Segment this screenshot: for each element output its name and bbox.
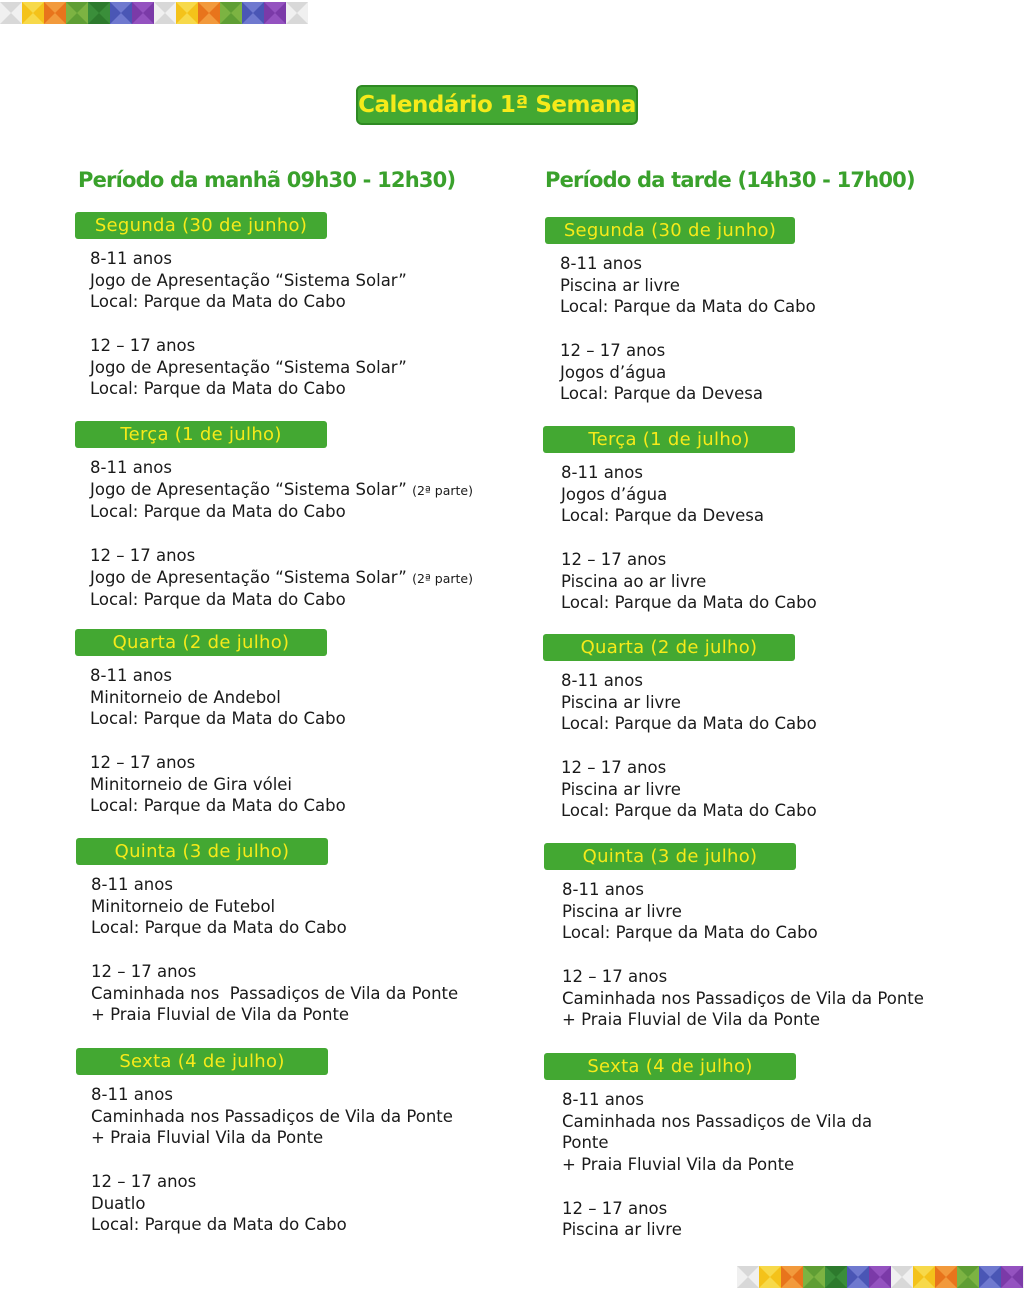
pattern-tile <box>891 1266 913 1288</box>
pattern-tile <box>44 2 66 24</box>
activity-text: Minitorneio de Gira vólei <box>90 774 293 794</box>
age-group-8-11 <box>561 462 817 527</box>
age-group-12-17 <box>561 549 817 614</box>
age-group-12-17 <box>562 1198 872 1241</box>
location-text: Local: Parque da Mata do Cabo <box>91 918 347 938</box>
day-badge: Terça (1 de julho) <box>543 426 795 453</box>
age-label: 12 – 17 anos <box>562 1198 668 1218</box>
day-badge: Terça (1 de julho) <box>75 421 327 448</box>
pattern-tile <box>913 1266 935 1288</box>
age-group-12-17 <box>562 966 924 1031</box>
morning-day-thursday <box>76 838 458 1026</box>
activity-text: Caminhada nos Passadiços de Vila da Ponte <box>91 1106 453 1126</box>
location-text: Local: Parque da Devesa <box>561 506 765 526</box>
afternoon-day-tuesday <box>543 426 817 614</box>
afternoon-day-friday <box>544 1053 872 1241</box>
age-group-8-11 <box>90 248 407 313</box>
age-group-12-17 <box>90 335 407 400</box>
activity-text: Duatlo <box>91 1193 146 1213</box>
pattern-tile <box>66 2 88 24</box>
location-text: Local: Parque da Mata do Cabo <box>90 292 346 312</box>
age-group-8-11 <box>91 1084 453 1149</box>
activity-text: Minitorneio de Andebol <box>90 687 281 707</box>
age-label: 12 – 17 anos <box>91 961 197 981</box>
location-text: Local: Parque da Mata do Cabo <box>560 297 816 317</box>
age-label: 12 – 17 anos <box>90 752 196 772</box>
age-label: 12 – 17 anos <box>561 757 667 777</box>
age-group-12-17 <box>560 340 816 405</box>
morning-day-monday <box>75 212 407 400</box>
age-group-8-11 <box>560 253 816 318</box>
age-group-8-11 <box>90 665 346 730</box>
pattern-tile <box>1001 1266 1023 1288</box>
pattern-tile <box>935 1266 957 1288</box>
pattern-tile <box>22 2 44 24</box>
location-text: + Praia Fluvial de Vila da Ponte <box>562 1010 821 1030</box>
pattern-tile <box>110 2 132 24</box>
activity-text: Jogo de Apresentação “Sistema Solar” <box>90 479 407 499</box>
activity-text: Piscina ar livre <box>560 275 680 295</box>
pattern-tile <box>847 1266 869 1288</box>
location-text: Local: Parque da Mata do Cabo <box>561 593 817 613</box>
age-label: 12 – 17 anos <box>91 1171 197 1191</box>
pattern-tile <box>198 2 220 24</box>
age-label: 8-11 anos <box>91 875 173 894</box>
age-label: 8-11 anos <box>562 1090 644 1109</box>
pattern-tile <box>132 2 154 24</box>
location-text: + Praia Fluvial Vila da Ponte <box>91 1128 324 1148</box>
day-badge: Quinta (3 de julho) <box>544 843 796 870</box>
age-group-8-11 <box>562 879 924 944</box>
activity-text: Jogo de Apresentação “Sistema Solar” <box>90 567 407 587</box>
age-label: 8-11 anos <box>91 1085 173 1104</box>
pattern-tile <box>286 2 308 24</box>
decorative-pattern-strip-top <box>0 2 308 24</box>
morning-day-wednesday <box>75 629 346 817</box>
activity-text: Caminhada nos Passadiços de Vila da Ponte <box>91 983 459 1003</box>
age-group-12-17 <box>91 1171 453 1236</box>
activity-text: Piscina ar livre <box>562 901 682 921</box>
day-badge: Sexta (4 de julho) <box>76 1048 328 1075</box>
age-group-8-11 <box>562 1089 872 1176</box>
location-text: Local: Parque da Mata do Cabo <box>90 502 346 522</box>
location-text: Local: Parque da Mata do Cabo <box>90 796 346 816</box>
pattern-tile <box>825 1266 847 1288</box>
pattern-tile <box>979 1266 1001 1288</box>
activity-text: Piscina ar livre <box>562 1220 682 1240</box>
pattern-tile <box>737 1266 759 1288</box>
pattern-tile <box>869 1266 891 1288</box>
age-label: 8-11 anos <box>560 254 642 273</box>
decorative-pattern-strip-bottom <box>737 1266 1024 1288</box>
activity-text: Piscina ar livre <box>561 692 681 712</box>
pattern-tile <box>242 2 264 24</box>
age-label: 8-11 anos <box>561 671 643 690</box>
location-text: Local: Parque da Mata do Cabo <box>90 709 346 729</box>
activity-text: Jogo de Apresentação “Sistema Solar” <box>90 357 407 377</box>
pattern-tile <box>957 1266 979 1288</box>
activity-text: Caminhada nos Passadiços de Vila da Ponte <box>562 988 924 1008</box>
morning-period-heading: Período da manhã 09h30 - 12h30) <box>78 168 456 192</box>
afternoon-day-wednesday <box>543 634 817 822</box>
day-badge: Segunda (30 de junho) <box>75 212 327 239</box>
location-text: Local: Parque da Mata do Cabo <box>90 590 346 610</box>
age-group-8-11 <box>91 874 458 939</box>
activity-line <box>90 567 473 590</box>
age-label: 8-11 anos <box>562 880 644 899</box>
age-group-12-17 <box>561 757 817 822</box>
page-title: Calendário 1ª Semana <box>356 85 638 125</box>
pattern-tile <box>759 1266 781 1288</box>
age-label: 8-11 anos <box>90 666 172 685</box>
activity-text: Piscina ao ar livre <box>561 571 707 591</box>
day-badge: Segunda (30 de junho) <box>545 217 795 244</box>
activity-text: Caminhada nos Passadiços de Vila da <box>562 1111 873 1131</box>
day-badge: Sexta (4 de julho) <box>544 1053 796 1080</box>
morning-day-tuesday <box>75 421 473 611</box>
age-group-12-17 <box>90 752 346 817</box>
age-label: 8-11 anos <box>90 249 172 268</box>
activity-text-continued: Ponte <box>562 1133 609 1153</box>
activity-text: Jogo de Apresentação “Sistema Solar” <box>90 270 407 290</box>
pattern-tile <box>154 2 176 24</box>
location-text: Local: Parque da Mata do Cabo <box>561 801 817 821</box>
age-group-8-11 <box>90 457 473 523</box>
age-label: 8-11 anos <box>561 463 643 482</box>
afternoon-day-monday <box>545 217 816 405</box>
age-group-12-17 <box>90 545 473 611</box>
age-label: 12 – 17 anos <box>562 966 668 986</box>
day-badge: Quarta (2 de julho) <box>75 629 327 656</box>
morning-day-friday <box>76 1048 453 1236</box>
age-label: 12 – 17 anos <box>560 340 666 360</box>
day-badge: Quarta (2 de julho) <box>543 634 795 661</box>
afternoon-day-thursday <box>544 843 924 1031</box>
location-text: Local: Parque da Mata do Cabo <box>90 379 346 399</box>
pattern-tile <box>220 2 242 24</box>
age-label: 12 – 17 anos <box>561 549 667 569</box>
day-badge: Quinta (3 de julho) <box>76 838 328 865</box>
age-group-12-17 <box>91 961 458 1026</box>
location-text: + Praia Fluvial de Vila da Ponte <box>91 1005 350 1025</box>
age-group-8-11 <box>561 670 817 735</box>
afternoon-period-heading: Período da tarde (14h30 - 17h00) <box>545 168 915 192</box>
location-text: + Praia Fluvial Vila da Ponte <box>562 1155 795 1175</box>
age-label: 12 – 17 anos <box>90 335 196 355</box>
pattern-tile <box>176 2 198 24</box>
pattern-tile <box>0 2 22 24</box>
location-text: Local: Parque da Mata do Cabo <box>562 923 818 943</box>
activity-line <box>90 479 473 502</box>
location-text: Local: Parque da Mata do Cabo <box>91 1215 347 1235</box>
age-label: 12 – 17 anos <box>90 545 196 565</box>
activity-text: Jogos d’água <box>560 362 667 382</box>
location-text: Local: Parque da Mata do Cabo <box>561 714 817 734</box>
activity-note: (2ª parte) <box>412 570 473 586</box>
pattern-tile <box>264 2 286 24</box>
pattern-tile <box>781 1266 803 1288</box>
age-label: 8-11 anos <box>90 458 172 477</box>
activity-text: Minitorneio de Futebol <box>91 896 276 916</box>
activity-note: (2ª parte) <box>412 482 473 498</box>
location-text: Local: Parque da Devesa <box>560 384 764 404</box>
pattern-tile <box>803 1266 825 1288</box>
activity-text: Piscina ar livre <box>561 779 681 799</box>
pattern-tile <box>88 2 110 24</box>
activity-text: Jogos d’água <box>561 484 668 504</box>
